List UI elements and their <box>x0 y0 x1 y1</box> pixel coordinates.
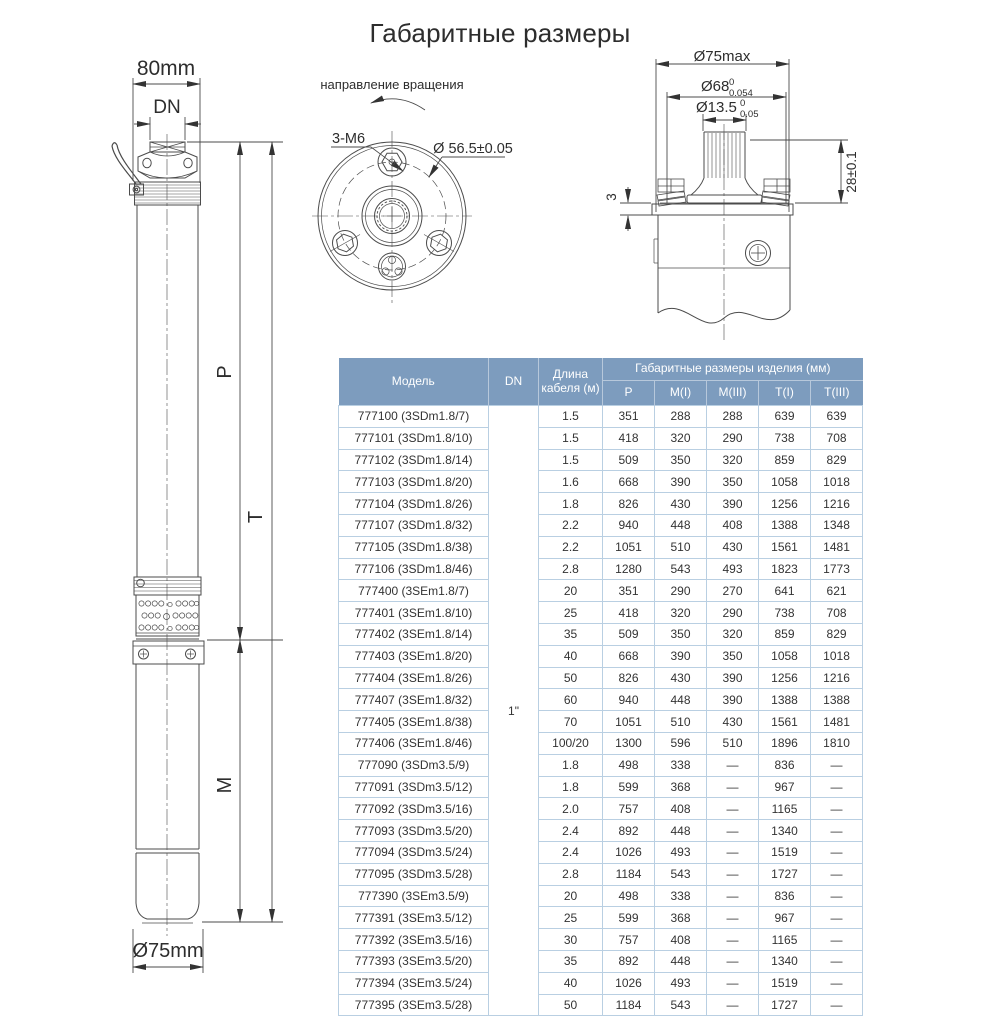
p-cell: 351 <box>603 580 655 602</box>
cable-length-cell: 30 <box>539 929 603 951</box>
m1-cell: 448 <box>655 950 707 972</box>
m1-cell: 448 <box>655 514 707 536</box>
m1-cell: 350 <box>655 623 707 645</box>
t1-cell: 641 <box>759 580 811 602</box>
m1-cell: 543 <box>655 863 707 885</box>
cable-length-cell: 100/20 <box>539 732 603 754</box>
cable-length-cell: 70 <box>539 711 603 733</box>
p-cell: 1026 <box>603 841 655 863</box>
m1-cell: 430 <box>655 493 707 515</box>
page-title: Габаритные размеры <box>369 18 631 48</box>
t3-cell: 1810 <box>811 732 863 754</box>
m3-cell: — <box>707 798 759 820</box>
p-cell: 892 <box>603 950 655 972</box>
model-cell: 777404 (3SEm1.8/26) <box>339 667 489 689</box>
shaft-detail-view <box>600 40 880 350</box>
t3-cell: — <box>811 863 863 885</box>
table-row <box>339 493 863 515</box>
cable-length-cell: 1.8 <box>539 776 603 798</box>
t3-cell: — <box>811 950 863 972</box>
m3-cell: — <box>707 754 759 776</box>
model-cell: 777406 (3SEm1.8/46) <box>339 732 489 754</box>
t1-cell: 1896 <box>759 732 811 754</box>
dim-t-label: T <box>245 510 267 524</box>
cable-length-cell: 2.4 <box>539 820 603 842</box>
t1-cell: 1519 <box>759 841 811 863</box>
dim-dn-label: DN <box>153 97 181 118</box>
p-cell: 418 <box>603 427 655 449</box>
model-cell: 777100 (3SDm1.8/7) <box>339 406 489 428</box>
t3-cell: 829 <box>811 449 863 471</box>
table-row <box>339 972 863 994</box>
model-cell: 777091 (3SDm3.5/12) <box>339 776 489 798</box>
t3-cell: — <box>811 776 863 798</box>
m3-cell: 290 <box>707 427 759 449</box>
cable-length-cell: 60 <box>539 689 603 711</box>
table-row <box>339 514 863 536</box>
m3-cell: — <box>707 841 759 863</box>
model-cell: 777394 (3SEm3.5/24) <box>339 972 489 994</box>
table-row <box>339 689 863 711</box>
cable-length-cell: 35 <box>539 950 603 972</box>
p-cell: 757 <box>603 929 655 951</box>
t1-cell: 859 <box>759 449 811 471</box>
model-cell: 777102 (3SDm1.8/14) <box>339 449 489 471</box>
dim-68-label: Ø68 <box>701 78 730 95</box>
t3-cell: 708 <box>811 427 863 449</box>
model-cell: 777393 (3SEm3.5/20) <box>339 950 489 972</box>
t1-cell: 1058 <box>759 471 811 493</box>
t1-cell: 738 <box>759 427 811 449</box>
dim-75max-label: Ø75max <box>693 48 751 65</box>
cable-length-cell: 35 <box>539 623 603 645</box>
cable-length-cell: 1.5 <box>539 427 603 449</box>
t3-cell: 621 <box>811 580 863 602</box>
cable-length-cell: 1.8 <box>539 754 603 776</box>
p-cell: 1051 <box>603 711 655 733</box>
model-cell: 777092 (3SDm3.5/16) <box>339 798 489 820</box>
p-cell: 599 <box>603 776 655 798</box>
m3-cell: — <box>707 820 759 842</box>
table-row <box>339 406 863 428</box>
model-cell: 777104 (3SDm1.8/26) <box>339 493 489 515</box>
m3-cell: 408 <box>707 514 759 536</box>
table-row <box>339 449 863 471</box>
cable-length-cell: 2.0 <box>539 798 603 820</box>
t1-cell: 1058 <box>759 645 811 667</box>
p-cell: 1184 <box>603 994 655 1016</box>
table-row <box>339 645 863 667</box>
t1-cell: 1561 <box>759 536 811 558</box>
p-cell: 1280 <box>603 558 655 580</box>
t1-cell: 639 <box>759 406 811 428</box>
bolt-callout-label: 3-M6 <box>332 131 366 147</box>
table-row <box>339 536 863 558</box>
pump-outline <box>112 134 204 936</box>
t1-cell: 1388 <box>759 689 811 711</box>
t3-cell: — <box>811 798 863 820</box>
model-cell: 777093 (3SDm3.5/20) <box>339 820 489 842</box>
shaft-outline <box>652 124 793 342</box>
m1-cell: 543 <box>655 994 707 1016</box>
t1-cell: 1727 <box>759 994 811 1016</box>
table-row <box>339 863 863 885</box>
p-cell: 892 <box>603 820 655 842</box>
dim-ptm <box>187 142 283 922</box>
table-row <box>339 732 863 754</box>
bolt-lower-right <box>424 231 454 256</box>
m1-cell: 448 <box>655 820 707 842</box>
m3-cell: 350 <box>707 645 759 667</box>
t1-cell: 1165 <box>759 798 811 820</box>
cable-length-cell: 50 <box>539 994 603 1016</box>
model-cell: 777103 (3SDm1.8/20) <box>339 471 489 493</box>
bolt-circle-callout <box>429 141 513 177</box>
dim-m-label: M <box>214 776 236 794</box>
m1-cell: 290 <box>655 580 707 602</box>
p-cell: 668 <box>603 645 655 667</box>
dim-13-5-label: Ø13.5 <box>696 99 737 116</box>
p-cell: 757 <box>603 798 655 820</box>
col-header-t3: T(III) <box>811 381 863 406</box>
table-row <box>339 754 863 776</box>
m1-cell: 390 <box>655 645 707 667</box>
t3-cell: 1348 <box>811 514 863 536</box>
t1-cell: 859 <box>759 623 811 645</box>
m1-cell: 448 <box>655 689 707 711</box>
m3-cell: 510 <box>707 732 759 754</box>
m1-cell: 430 <box>655 667 707 689</box>
p-cell: 418 <box>603 602 655 624</box>
p-cell: 509 <box>603 449 655 471</box>
m1-cell: 320 <box>655 427 707 449</box>
t1-cell: 1823 <box>759 558 811 580</box>
p-cell: 940 <box>603 689 655 711</box>
dim-28-label: 28±0.1 <box>844 151 859 193</box>
t3-cell: — <box>811 885 863 907</box>
suction-screen-holes <box>139 601 199 631</box>
t1-cell: 738 <box>759 602 811 624</box>
m3-cell: — <box>707 776 759 798</box>
p-cell: 668 <box>603 471 655 493</box>
col-header-p: P <box>603 381 655 406</box>
cable-length-cell: 40 <box>539 645 603 667</box>
t3-cell: 1773 <box>811 558 863 580</box>
p-cell: 826 <box>603 667 655 689</box>
t1-cell: 967 <box>759 907 811 929</box>
m1-cell: 408 <box>655 798 707 820</box>
p-cell: 940 <box>603 514 655 536</box>
m3-cell: — <box>707 972 759 994</box>
table-row <box>339 580 863 602</box>
m3-cell: 288 <box>707 406 759 428</box>
m3-cell: — <box>707 863 759 885</box>
m3-cell: — <box>707 907 759 929</box>
t3-cell: 1216 <box>811 667 863 689</box>
table-row <box>339 602 863 624</box>
t3-cell: 1216 <box>811 493 863 515</box>
table-row <box>339 798 863 820</box>
rotation-top-view <box>300 70 515 310</box>
dim-p-label: P <box>214 365 236 379</box>
t3-cell: — <box>811 754 863 776</box>
col-header-model: Модель <box>339 358 489 406</box>
dim-28 <box>750 140 859 203</box>
t3-cell: 1018 <box>811 471 863 493</box>
m3-cell: — <box>707 885 759 907</box>
t1-cell: 836 <box>759 754 811 776</box>
cable-length-cell: 2.4 <box>539 841 603 863</box>
t1-cell: 836 <box>759 885 811 907</box>
cable-length-cell: 2.8 <box>539 863 603 885</box>
t3-cell: 1481 <box>811 711 863 733</box>
cable-length-cell: 1.6 <box>539 471 603 493</box>
m3-cell: 270 <box>707 580 759 602</box>
model-cell: 777090 (3SDm3.5/9) <box>339 754 489 776</box>
col-header-m1: M(I) <box>655 381 707 406</box>
m3-cell: 320 <box>707 449 759 471</box>
m1-cell: 368 <box>655 907 707 929</box>
dim-75mm-label: Ø75mm <box>132 940 204 962</box>
model-cell: 777407 (3SEm1.8/32) <box>339 689 489 711</box>
model-cell: 777391 (3SEm3.5/12) <box>339 907 489 929</box>
p-cell: 1300 <box>603 732 655 754</box>
col-header-dn: DN <box>489 358 539 406</box>
col-header-dimensions-group: Габаритные размеры изделия (мм) <box>603 358 863 381</box>
p-cell: 351 <box>603 406 655 428</box>
t3-cell: 639 <box>811 406 863 428</box>
t3-cell: 829 <box>811 623 863 645</box>
m1-cell: 543 <box>655 558 707 580</box>
t1-cell: 1519 <box>759 972 811 994</box>
m3-cell: 320 <box>707 623 759 645</box>
t3-cell: — <box>811 929 863 951</box>
p-cell: 1184 <box>603 863 655 885</box>
table-row <box>339 841 863 863</box>
model-cell: 777095 (3SDm3.5/28) <box>339 863 489 885</box>
model-cell: 777390 (3SEm3.5/9) <box>339 885 489 907</box>
m3-cell: 430 <box>707 536 759 558</box>
dim-13-5-tol-upper: 0 <box>740 98 746 109</box>
p-cell: 498 <box>603 754 655 776</box>
t1-cell: 1256 <box>759 493 811 515</box>
cable-length-cell: 50 <box>539 667 603 689</box>
table-row <box>339 623 863 645</box>
cable-length-cell: 2.2 <box>539 536 603 558</box>
cable-length-cell: 2.8 <box>539 558 603 580</box>
p-cell: 826 <box>603 493 655 515</box>
model-cell: 777094 (3SDm3.5/24) <box>339 841 489 863</box>
dim-68-tol-lower: 0.054 <box>729 88 753 99</box>
m3-cell: 390 <box>707 689 759 711</box>
spec-table-body <box>339 406 863 1016</box>
m1-cell: 596 <box>655 732 707 754</box>
t1-cell: 967 <box>759 776 811 798</box>
m3-cell: — <box>707 994 759 1016</box>
table-row <box>339 558 863 580</box>
model-cell: 777105 (3SDm1.8/38) <box>339 536 489 558</box>
dim-75max <box>656 48 789 212</box>
t3-cell: 1388 <box>811 689 863 711</box>
model-cell: 777402 (3SEm1.8/14) <box>339 623 489 645</box>
m1-cell: 350 <box>655 449 707 471</box>
cable-length-cell: 2.2 <box>539 514 603 536</box>
t3-cell: — <box>811 994 863 1016</box>
model-cell: 777405 (3SEm1.8/38) <box>339 711 489 733</box>
m3-cell: — <box>707 950 759 972</box>
table-row <box>339 711 863 733</box>
dim-dn <box>134 97 201 140</box>
model-cell: 777101 (3SDm1.8/10) <box>339 427 489 449</box>
m1-cell: 510 <box>655 536 707 558</box>
m1-cell: 390 <box>655 471 707 493</box>
m1-cell: 510 <box>655 711 707 733</box>
dim-13-5-tol-lower: 0.05 <box>740 109 759 120</box>
m3-cell: 493 <box>707 558 759 580</box>
col-header-cable: Длина кабеля (м) <box>539 358 603 406</box>
t1-cell: 1388 <box>759 514 811 536</box>
table-row <box>339 776 863 798</box>
rotation-caption: направление вращения <box>320 77 464 92</box>
m1-cell: 320 <box>655 602 707 624</box>
table-row <box>339 994 863 1016</box>
table-row <box>339 427 863 449</box>
cable-length-cell: 1.5 <box>539 449 603 471</box>
m3-cell: 390 <box>707 493 759 515</box>
p-cell: 509 <box>603 623 655 645</box>
t1-cell: 1727 <box>759 863 811 885</box>
dim-68-tol-upper: 0 <box>729 77 735 88</box>
rotation-arrow <box>371 99 425 110</box>
table-row <box>339 471 863 493</box>
m3-cell: 390 <box>707 667 759 689</box>
spec-table <box>338 358 863 1016</box>
model-cell: 777401 (3SEm1.8/10) <box>339 602 489 624</box>
m3-cell: 290 <box>707 602 759 624</box>
t3-cell: 1481 <box>811 536 863 558</box>
table-row <box>339 885 863 907</box>
m3-cell: 430 <box>707 711 759 733</box>
wing-bolt-left <box>657 179 686 206</box>
cable-length-cell: 20 <box>539 885 603 907</box>
bolt-lower-left <box>330 231 360 256</box>
table-row <box>339 950 863 972</box>
p-cell: 498 <box>603 885 655 907</box>
model-cell: 777400 (3SEm1.8/7) <box>339 580 489 602</box>
col-header-m3: M(III) <box>707 381 759 406</box>
t1-cell: 1340 <box>759 820 811 842</box>
p-cell: 1051 <box>603 536 655 558</box>
p-cell: 599 <box>603 907 655 929</box>
m1-cell: 368 <box>655 776 707 798</box>
p-cell: 1026 <box>603 972 655 994</box>
m3-cell: 350 <box>707 471 759 493</box>
bolt-circle-label: Ø 56.5±0.05 <box>433 141 513 157</box>
cable-length-cell: 25 <box>539 907 603 929</box>
model-cell: 777392 (3SEm3.5/16) <box>339 929 489 951</box>
t3-cell: — <box>811 972 863 994</box>
dim-3-label: 3 <box>604 193 619 201</box>
table-row <box>339 667 863 689</box>
model-cell: 777107 (3SDm1.8/32) <box>339 514 489 536</box>
table-row <box>339 907 863 929</box>
cable-length-cell: 1.8 <box>539 493 603 515</box>
t3-cell: — <box>811 907 863 929</box>
table-row <box>339 929 863 951</box>
dim-3 <box>604 187 657 231</box>
cable-length-cell: 20 <box>539 580 603 602</box>
t3-cell: — <box>811 841 863 863</box>
m1-cell: 493 <box>655 972 707 994</box>
dim-13-5 <box>696 98 759 131</box>
m1-cell: 338 <box>655 885 707 907</box>
t3-cell: 708 <box>811 602 863 624</box>
model-cell: 777395 (3SEm3.5/28) <box>339 994 489 1016</box>
m1-cell: 408 <box>655 929 707 951</box>
m1-cell: 288 <box>655 406 707 428</box>
m1-cell: 493 <box>655 841 707 863</box>
t1-cell: 1165 <box>759 929 811 951</box>
t3-cell: 1018 <box>811 645 863 667</box>
t1-cell: 1256 <box>759 667 811 689</box>
cable-length-cell: 1.5 <box>539 406 603 428</box>
cable-length-cell: 40 <box>539 972 603 994</box>
dim-80mm-label: 80mm <box>136 57 196 80</box>
t1-cell: 1561 <box>759 711 811 733</box>
cable-length-cell: 25 <box>539 602 603 624</box>
table-row <box>339 820 863 842</box>
model-cell: 777403 (3SEm1.8/20) <box>339 645 489 667</box>
pump-side-view <box>80 50 310 980</box>
col-header-t1: T(I) <box>759 381 811 406</box>
m3-cell: — <box>707 929 759 951</box>
t3-cell: — <box>811 820 863 842</box>
m1-cell: 338 <box>655 754 707 776</box>
dn-cell: 1" <box>489 406 539 1016</box>
dim-75mm <box>132 929 203 973</box>
t1-cell: 1340 <box>759 950 811 972</box>
model-cell: 777106 (3SDm1.8/46) <box>339 558 489 580</box>
